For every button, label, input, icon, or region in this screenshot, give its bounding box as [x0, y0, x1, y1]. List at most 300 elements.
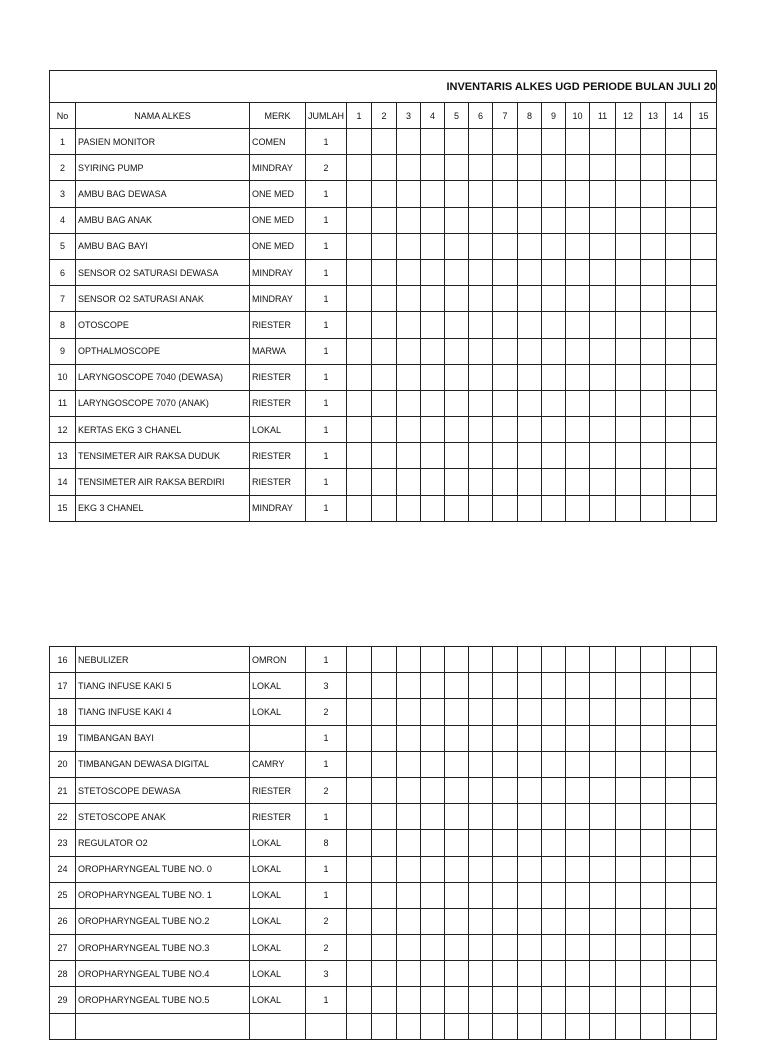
day-check-cell — [518, 804, 542, 830]
day-check-cell — [691, 908, 717, 934]
row-name: LARYNGOSCOPE 7070 (ANAK) — [76, 390, 250, 416]
day-check-cell — [421, 882, 445, 908]
day-check-cell — [493, 312, 518, 338]
row-jumlah: 3 — [306, 673, 347, 699]
day-check-cell — [421, 443, 445, 469]
header-day: 13 — [641, 103, 666, 129]
row-name: STETOSCOPE ANAK — [76, 804, 250, 830]
row-jumlah: 1 — [306, 725, 347, 751]
day-check-cell — [641, 207, 666, 233]
day-check-cell — [566, 312, 590, 338]
day-check-cell — [493, 856, 518, 882]
table-row — [50, 751, 717, 777]
day-check-cell — [469, 155, 493, 181]
day-check-cell — [666, 856, 691, 882]
day-check-cell — [493, 469, 518, 495]
row-no — [50, 1013, 76, 1039]
header-day: 2 — [372, 103, 397, 129]
day-check-cell — [372, 1013, 397, 1039]
day-check-cell — [590, 207, 616, 233]
row-jumlah: 1 — [306, 417, 347, 443]
day-check-cell — [566, 856, 590, 882]
day-check-cell — [493, 155, 518, 181]
inventory-table-part-2 — [49, 646, 717, 1040]
day-check-cell — [445, 1013, 469, 1039]
day-check-cell — [469, 935, 493, 961]
day-check-cell — [493, 390, 518, 416]
day-check-cell — [590, 417, 616, 443]
day-check-cell — [691, 259, 717, 285]
day-check-cell — [493, 364, 518, 390]
day-check-cell — [518, 495, 542, 521]
day-check-cell — [566, 469, 590, 495]
day-check-cell — [493, 181, 518, 207]
day-check-cell — [542, 1013, 566, 1039]
day-check-cell — [641, 129, 666, 155]
header-day: 12 — [616, 103, 641, 129]
day-check-cell — [518, 699, 542, 725]
day-check-cell — [542, 312, 566, 338]
day-check-cell — [397, 469, 421, 495]
day-check-cell — [372, 286, 397, 312]
row-jumlah: 1 — [306, 390, 347, 416]
row-no: 29 — [50, 987, 76, 1013]
row-merk: MINDRAY — [250, 495, 306, 521]
day-check-cell — [590, 647, 616, 673]
row-jumlah: 1 — [306, 181, 347, 207]
day-check-cell — [666, 961, 691, 987]
day-check-cell — [566, 129, 590, 155]
day-check-cell — [566, 259, 590, 285]
day-check-cell — [518, 181, 542, 207]
inventory-table-part-1 — [49, 70, 717, 522]
day-check-cell — [641, 259, 666, 285]
day-check-cell — [691, 443, 717, 469]
day-check-cell — [347, 495, 372, 521]
row-merk: CAMRY — [250, 751, 306, 777]
day-check-cell — [469, 1013, 493, 1039]
row-merk — [250, 1013, 306, 1039]
header-day: 10 — [566, 103, 590, 129]
day-check-cell — [397, 699, 421, 725]
day-check-cell — [397, 233, 421, 259]
row-no: 7 — [50, 286, 76, 312]
day-check-cell — [666, 233, 691, 259]
table-row — [50, 129, 717, 155]
row-no: 13 — [50, 443, 76, 469]
day-check-cell — [397, 443, 421, 469]
day-check-cell — [445, 699, 469, 725]
day-check-cell — [566, 233, 590, 259]
day-check-cell — [347, 908, 372, 934]
row-no: 11 — [50, 390, 76, 416]
table-row — [50, 987, 717, 1013]
day-check-cell — [372, 647, 397, 673]
row-no: 25 — [50, 882, 76, 908]
day-check-cell — [616, 673, 641, 699]
row-no: 5 — [50, 233, 76, 259]
day-check-cell — [616, 181, 641, 207]
day-check-cell — [641, 364, 666, 390]
day-check-cell — [691, 647, 717, 673]
day-check-cell — [691, 181, 717, 207]
day-check-cell — [542, 495, 566, 521]
day-check-cell — [372, 935, 397, 961]
day-check-cell — [542, 777, 566, 803]
day-check-cell — [666, 987, 691, 1013]
day-check-cell — [421, 181, 445, 207]
day-check-cell — [372, 259, 397, 285]
row-no: 17 — [50, 673, 76, 699]
day-check-cell — [421, 804, 445, 830]
row-no: 6 — [50, 259, 76, 285]
day-check-cell — [445, 181, 469, 207]
day-check-cell — [421, 469, 445, 495]
day-check-cell — [691, 155, 717, 181]
row-jumlah: 1 — [306, 338, 347, 364]
day-check-cell — [641, 647, 666, 673]
day-check-cell — [518, 908, 542, 934]
table-row — [50, 673, 717, 699]
header-day: 7 — [493, 103, 518, 129]
row-jumlah: 1 — [306, 233, 347, 259]
day-check-cell — [518, 961, 542, 987]
day-check-cell — [421, 259, 445, 285]
table-row — [50, 725, 717, 751]
day-check-cell — [421, 338, 445, 364]
row-jumlah: 2 — [306, 935, 347, 961]
header-day: 9 — [542, 103, 566, 129]
day-check-cell — [421, 856, 445, 882]
day-check-cell — [590, 804, 616, 830]
day-check-cell — [616, 417, 641, 443]
day-check-cell — [347, 207, 372, 233]
day-check-cell — [493, 647, 518, 673]
table-row — [50, 777, 717, 803]
day-check-cell — [445, 751, 469, 777]
header-jumlah: JUMLAH — [306, 103, 347, 129]
day-check-cell — [347, 417, 372, 443]
day-check-cell — [641, 469, 666, 495]
day-check-cell — [666, 830, 691, 856]
day-check-cell — [469, 673, 493, 699]
day-check-cell — [397, 364, 421, 390]
day-check-cell — [347, 469, 372, 495]
day-check-cell — [641, 751, 666, 777]
day-check-cell — [397, 856, 421, 882]
day-check-cell — [566, 987, 590, 1013]
table-row — [50, 364, 717, 390]
day-check-cell — [691, 495, 717, 521]
row-name: TIMBANGAN BAYI — [76, 725, 250, 751]
day-check-cell — [445, 935, 469, 961]
day-check-cell — [469, 364, 493, 390]
day-check-cell — [469, 259, 493, 285]
day-check-cell — [372, 777, 397, 803]
day-check-cell — [445, 155, 469, 181]
row-no: 28 — [50, 961, 76, 987]
day-check-cell — [518, 469, 542, 495]
day-check-cell — [347, 312, 372, 338]
day-check-cell — [691, 830, 717, 856]
row-merk: COMEN — [250, 129, 306, 155]
day-check-cell — [372, 495, 397, 521]
row-jumlah: 1 — [306, 469, 347, 495]
row-name: OTOSCOPE — [76, 312, 250, 338]
day-check-cell — [372, 908, 397, 934]
day-check-cell — [372, 804, 397, 830]
day-check-cell — [666, 725, 691, 751]
day-check-cell — [469, 725, 493, 751]
day-check-cell — [566, 725, 590, 751]
day-check-cell — [641, 155, 666, 181]
day-check-cell — [542, 207, 566, 233]
day-check-cell — [641, 699, 666, 725]
row-no: 2 — [50, 155, 76, 181]
day-check-cell — [469, 987, 493, 1013]
day-check-cell — [542, 338, 566, 364]
row-no: 22 — [50, 804, 76, 830]
day-check-cell — [666, 129, 691, 155]
day-check-cell — [421, 155, 445, 181]
day-check-cell — [616, 129, 641, 155]
row-merk — [250, 725, 306, 751]
row-name: TIANG INFUSE KAKI 4 — [76, 699, 250, 725]
table-row — [50, 259, 717, 285]
day-check-cell — [518, 233, 542, 259]
table-row — [50, 699, 717, 725]
header-no: No — [50, 103, 76, 129]
day-check-cell — [347, 364, 372, 390]
row-merk: RIESTER — [250, 364, 306, 390]
day-check-cell — [590, 259, 616, 285]
day-check-cell — [445, 882, 469, 908]
day-check-cell — [666, 935, 691, 961]
day-check-cell — [616, 751, 641, 777]
day-check-cell — [666, 673, 691, 699]
day-check-cell — [397, 286, 421, 312]
day-check-cell — [397, 259, 421, 285]
day-check-cell — [566, 181, 590, 207]
table-row — [50, 443, 717, 469]
day-check-cell — [397, 751, 421, 777]
row-jumlah: 1 — [306, 882, 347, 908]
day-check-cell — [590, 129, 616, 155]
day-check-cell — [397, 935, 421, 961]
day-check-cell — [691, 1013, 717, 1039]
day-check-cell — [691, 673, 717, 699]
day-check-cell — [397, 882, 421, 908]
table-row — [50, 830, 717, 856]
day-check-cell — [590, 312, 616, 338]
day-check-cell — [445, 777, 469, 803]
day-check-cell — [493, 338, 518, 364]
day-check-cell — [421, 725, 445, 751]
day-check-cell — [691, 338, 717, 364]
header-day: 8 — [518, 103, 542, 129]
day-check-cell — [421, 129, 445, 155]
day-check-cell — [542, 673, 566, 699]
day-check-cell — [542, 856, 566, 882]
day-check-cell — [616, 338, 641, 364]
row-name: PASIEN MONITOR — [76, 129, 250, 155]
day-check-cell — [372, 725, 397, 751]
day-check-cell — [518, 882, 542, 908]
day-check-cell — [493, 987, 518, 1013]
day-check-cell — [691, 286, 717, 312]
day-check-cell — [616, 935, 641, 961]
table-row — [50, 647, 717, 673]
row-merk: RIESTER — [250, 804, 306, 830]
day-check-cell — [566, 882, 590, 908]
header-day: 5 — [445, 103, 469, 129]
day-check-cell — [616, 804, 641, 830]
row-jumlah: 1 — [306, 312, 347, 338]
day-check-cell — [666, 286, 691, 312]
day-check-cell — [666, 443, 691, 469]
day-check-cell — [542, 233, 566, 259]
day-check-cell — [347, 699, 372, 725]
day-check-cell — [666, 364, 691, 390]
row-jumlah: 1 — [306, 495, 347, 521]
day-check-cell — [566, 804, 590, 830]
day-check-cell — [372, 987, 397, 1013]
day-check-cell — [493, 751, 518, 777]
day-check-cell — [566, 417, 590, 443]
day-check-cell — [421, 417, 445, 443]
row-name: OROPHARYNGEAL TUBE NO.5 — [76, 987, 250, 1013]
row-name: SENSOR O2 SATURASI DEWASA — [76, 259, 250, 285]
day-check-cell — [590, 777, 616, 803]
row-name: REGULATOR O2 — [76, 830, 250, 856]
day-check-cell — [421, 647, 445, 673]
day-check-cell — [542, 882, 566, 908]
day-check-cell — [518, 286, 542, 312]
day-check-cell — [372, 181, 397, 207]
day-check-cell — [445, 417, 469, 443]
day-check-cell — [445, 364, 469, 390]
day-check-cell — [590, 286, 616, 312]
day-check-cell — [666, 469, 691, 495]
table-row — [50, 155, 717, 181]
day-check-cell — [666, 908, 691, 934]
day-check-cell — [347, 338, 372, 364]
day-check-cell — [616, 856, 641, 882]
day-check-cell — [493, 233, 518, 259]
row-no: 16 — [50, 647, 76, 673]
day-check-cell — [666, 699, 691, 725]
day-check-cell — [445, 804, 469, 830]
day-check-cell — [542, 804, 566, 830]
table-row — [50, 469, 717, 495]
day-check-cell — [397, 155, 421, 181]
day-check-cell — [445, 233, 469, 259]
day-check-cell — [469, 856, 493, 882]
day-check-cell — [347, 259, 372, 285]
day-check-cell — [493, 443, 518, 469]
row-name: OROPHARYNGEAL TUBE NO. 0 — [76, 856, 250, 882]
day-check-cell — [372, 207, 397, 233]
row-merk: MINDRAY — [250, 286, 306, 312]
day-check-cell — [566, 935, 590, 961]
day-check-cell — [641, 777, 666, 803]
day-check-cell — [641, 961, 666, 987]
day-check-cell — [397, 207, 421, 233]
day-check-cell — [691, 725, 717, 751]
day-check-cell — [469, 647, 493, 673]
day-check-cell — [616, 699, 641, 725]
day-check-cell — [397, 987, 421, 1013]
day-check-cell — [666, 751, 691, 777]
row-name: TENSIMETER AIR RAKSA DUDUK — [76, 443, 250, 469]
day-check-cell — [397, 1013, 421, 1039]
day-check-cell — [666, 804, 691, 830]
day-check-cell — [691, 417, 717, 443]
day-check-cell — [566, 286, 590, 312]
day-check-cell — [493, 417, 518, 443]
day-check-cell — [566, 830, 590, 856]
day-check-cell — [518, 673, 542, 699]
day-check-cell — [397, 181, 421, 207]
row-jumlah: 1 — [306, 286, 347, 312]
table-row — [50, 882, 717, 908]
row-merk: MARWA — [250, 338, 306, 364]
day-check-cell — [518, 935, 542, 961]
day-check-cell — [518, 751, 542, 777]
row-jumlah: 2 — [306, 908, 347, 934]
row-no: 18 — [50, 699, 76, 725]
row-no: 14 — [50, 469, 76, 495]
day-check-cell — [493, 804, 518, 830]
day-check-cell — [421, 830, 445, 856]
row-merk: ONE MED — [250, 207, 306, 233]
day-check-cell — [542, 390, 566, 416]
day-check-cell — [666, 259, 691, 285]
day-check-cell — [493, 699, 518, 725]
day-check-cell — [493, 1013, 518, 1039]
day-check-cell — [518, 725, 542, 751]
day-check-cell — [493, 259, 518, 285]
row-no: 19 — [50, 725, 76, 751]
day-check-cell — [616, 312, 641, 338]
row-no: 4 — [50, 207, 76, 233]
day-check-cell — [347, 155, 372, 181]
day-check-cell — [518, 1013, 542, 1039]
day-check-cell — [518, 129, 542, 155]
day-check-cell — [666, 882, 691, 908]
day-check-cell — [372, 469, 397, 495]
day-check-cell — [469, 417, 493, 443]
day-check-cell — [691, 364, 717, 390]
row-name: STETOSCOPE DEWASA — [76, 777, 250, 803]
day-check-cell — [616, 443, 641, 469]
row-name: AMBU BAG DEWASA — [76, 181, 250, 207]
day-check-cell — [518, 777, 542, 803]
day-check-cell — [347, 443, 372, 469]
row-merk: LOKAL — [250, 830, 306, 856]
day-check-cell — [590, 961, 616, 987]
day-check-cell — [445, 961, 469, 987]
day-check-cell — [641, 987, 666, 1013]
row-merk: LOKAL — [250, 417, 306, 443]
day-check-cell — [542, 469, 566, 495]
day-check-cell — [397, 908, 421, 934]
day-check-cell — [445, 856, 469, 882]
row-jumlah: 2 — [306, 699, 347, 725]
day-check-cell — [421, 286, 445, 312]
table-row — [50, 286, 717, 312]
day-check-cell — [691, 207, 717, 233]
